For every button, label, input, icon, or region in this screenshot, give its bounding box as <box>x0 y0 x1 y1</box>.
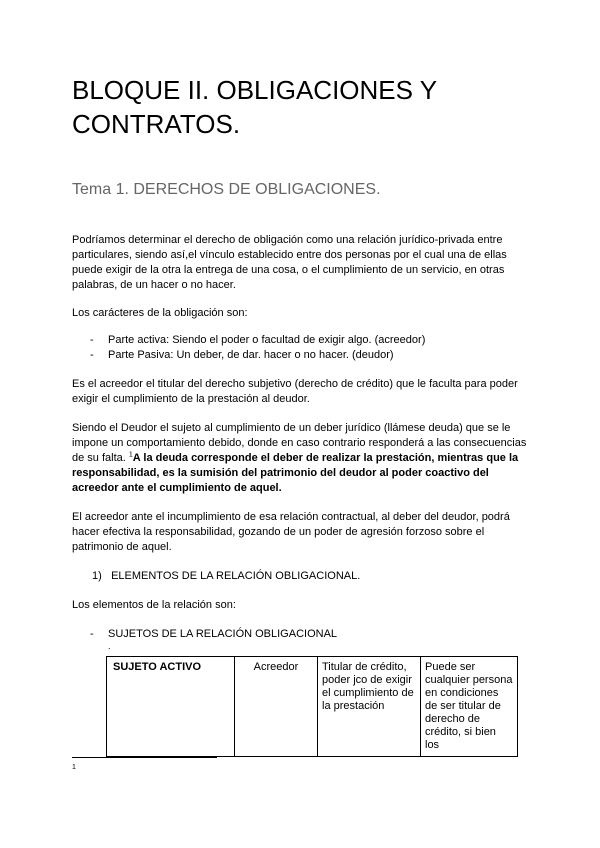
acreedor-paragraph: Es el acreedor el titular del derecho subjetivo (derecho de crédito) que le faculta para poder exigir el cumplimiento de la prestación al deudor. <box>72 378 518 405</box>
page-title: BLOQUE II. OBLIGACIONES Y CONTRATOS. <box>72 75 437 139</box>
subsection-label: SUJETOS DE LA RELACIÓN OBLIGACIONAL <box>108 628 338 640</box>
caracteres-paragraph: Los carácteres de la obligación son: <box>72 307 248 319</box>
section-label: ELEMENTOS DE LA RELACIÓN OBLIGACIONAL. <box>111 570 361 582</box>
list-item: - Parte Pasiva: Un deber, de dar. hacer o no hacer. (deudor) <box>90 348 530 363</box>
footnote-number: 1 <box>72 764 76 771</box>
list-item: - Parte activa: Siendo el poder o facultad de exigir algo. (acreedor) <box>90 333 530 348</box>
stray-dot: . <box>108 641 111 651</box>
sujetos-table <box>106 656 518 757</box>
incumplimiento-paragraph: El acreedor ante el incumplimiento de esa relación contractual, al deber del deudor, podrá hacer efectiva la responsabilidad, gozando de un poder de agresión forzoso sobre el patrimonio de aquel. <box>72 511 510 553</box>
table-cell: SUJETO ACTIVO <box>107 657 235 757</box>
subsection-heading <box>90 627 337 642</box>
caracteres-list <box>90 333 530 363</box>
deudor-bold-text: A la deuda corresponde el deber de realizar la prestación, mientras que la responsabilidad, es la sumisión del patrimonio del deudor al poder coactivo del acreedor ante el cumplimiento de aquel. <box>72 452 519 494</box>
table-cell: Acreedor <box>235 657 318 757</box>
section-number: 1) <box>92 570 102 582</box>
dash-marker: - <box>90 628 94 640</box>
section-heading: Tema 1. DERECHOS DE OBLIGACIONES. <box>72 181 381 198</box>
elementos-paragraph: Los elementos de la relación son: <box>72 599 236 611</box>
footnote-divider <box>72 757 217 758</box>
table-row <box>107 657 518 757</box>
table-cell: Titular de crédito, poder jco de exigir el cumplimiento de la prestación <box>318 657 421 757</box>
intro-paragraph: Podríamos determinar el derecho de obligación como una relación jurídico-privada entre particulares, siendo así,el vínculo establecido entre dos personas por el cual una de ellas puede exigir de la otra la entrega de una cosa, o el cumplimiento de un servicio, en otras palabras, de un hacer o no hacer. <box>72 234 507 291</box>
table-cell: Puede ser cualquier persona en condiciones de ser titular de derecho de crédito, si bien los <box>421 657 518 757</box>
deudor-text: Siendo el Deudor el sujeto al cumplimiento de un deber jurídico (llámese deuda) que se le impone un comportamiento debido, donde en caso contrario responderá a las consecuencias de su falta. <box>72 422 527 464</box>
section-1-heading <box>92 569 360 584</box>
deudor-paragraph <box>72 421 532 496</box>
footnote-ref[interactable]: 1 <box>128 451 133 459</box>
